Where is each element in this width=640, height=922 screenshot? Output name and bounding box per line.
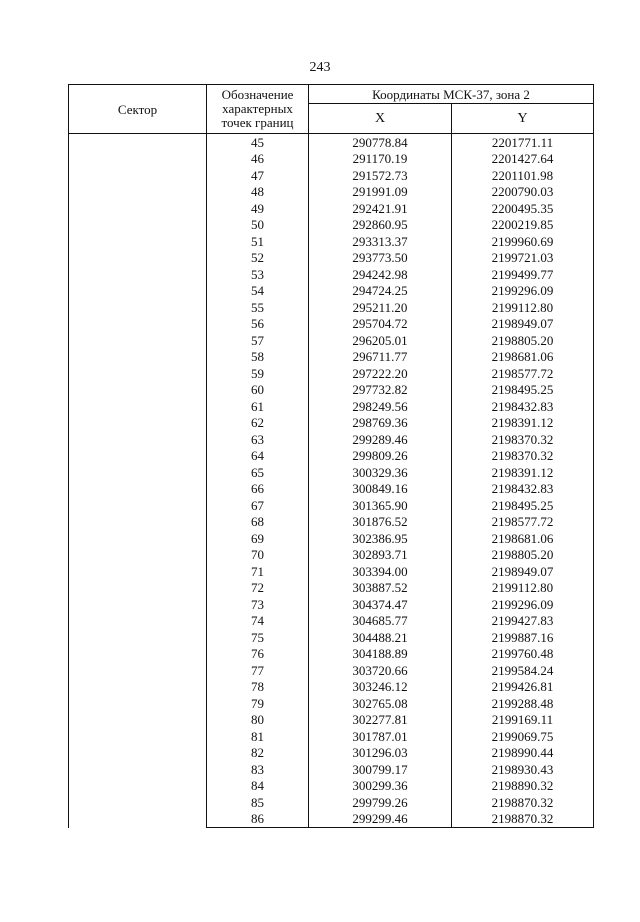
coordinates-table (68, 84, 594, 828)
point-cell: 53 (207, 266, 309, 283)
y-cell: 2198370.32 (452, 431, 594, 448)
point-cell: 69 (207, 530, 309, 547)
y-cell: 2201101.98 (452, 167, 594, 184)
x-cell: 302765.08 (309, 695, 452, 712)
point-cell: 66 (207, 481, 309, 498)
x-cell: 294242.98 (309, 266, 452, 283)
x-cell: 297732.82 (309, 382, 452, 399)
x-cell: 296205.01 (309, 332, 452, 349)
y-cell: 2198805.20 (452, 332, 594, 349)
x-cell: 299289.46 (309, 431, 452, 448)
x-cell: 291170.19 (309, 151, 452, 168)
x-cell: 304188.89 (309, 646, 452, 663)
y-cell: 2198990.44 (452, 745, 594, 762)
point-cell: 71 (207, 563, 309, 580)
point-cell: 68 (207, 514, 309, 531)
y-cell: 2198890.32 (452, 778, 594, 795)
x-cell: 301787.01 (309, 728, 452, 745)
point-cell: 85 (207, 794, 309, 811)
y-cell: 2199499.77 (452, 266, 594, 283)
y-cell: 2198870.32 (452, 811, 594, 828)
point-cell: 64 (207, 448, 309, 465)
y-cell: 2199112.80 (452, 580, 594, 597)
x-cell: 303887.52 (309, 580, 452, 597)
x-cell: 299299.46 (309, 811, 452, 828)
y-cell: 2199069.75 (452, 728, 594, 745)
x-cell: 295211.20 (309, 299, 452, 316)
point-cell: 51 (207, 233, 309, 250)
x-cell: 296711.77 (309, 349, 452, 366)
y-cell: 2199296.09 (452, 596, 594, 613)
x-cell: 298249.56 (309, 398, 452, 415)
point-cell: 62 (207, 415, 309, 432)
y-cell: 2198577.72 (452, 365, 594, 382)
x-cell: 299799.26 (309, 794, 452, 811)
y-cell: 2198432.83 (452, 398, 594, 415)
point-cell: 49 (207, 200, 309, 217)
y-cell: 2198370.32 (452, 448, 594, 465)
sector-cell (69, 134, 207, 828)
y-cell: 2199296.09 (452, 283, 594, 300)
x-cell: 294724.25 (309, 283, 452, 300)
header-y: Y (452, 104, 594, 134)
point-cell: 63 (207, 431, 309, 448)
point-cell: 59 (207, 365, 309, 382)
header-sector: Сектор (69, 85, 207, 134)
y-cell: 2199427.83 (452, 613, 594, 630)
x-cell: 304374.47 (309, 596, 452, 613)
y-cell: 2198805.20 (452, 547, 594, 564)
x-cell: 295704.72 (309, 316, 452, 333)
y-cell: 2199426.81 (452, 679, 594, 696)
x-cell: 301296.03 (309, 745, 452, 762)
point-cell: 61 (207, 398, 309, 415)
y-cell: 2198391.12 (452, 464, 594, 481)
table-row (69, 134, 594, 151)
x-cell: 302386.95 (309, 530, 452, 547)
y-cell: 2198577.72 (452, 514, 594, 531)
point-cell: 60 (207, 382, 309, 399)
y-cell: 2199288.48 (452, 695, 594, 712)
header-point-designation: Обозначение характерных точек границ (207, 85, 309, 134)
y-cell: 2198432.83 (452, 481, 594, 498)
x-cell: 290778.84 (309, 134, 452, 151)
x-cell: 300849.16 (309, 481, 452, 498)
x-cell: 292860.95 (309, 217, 452, 234)
point-cell: 73 (207, 596, 309, 613)
point-cell: 84 (207, 778, 309, 795)
y-cell: 2201771.11 (452, 134, 594, 151)
x-cell: 304685.77 (309, 613, 452, 630)
point-cell: 75 (207, 629, 309, 646)
point-cell: 74 (207, 613, 309, 630)
point-cell: 86 (207, 811, 309, 828)
y-cell: 2198495.25 (452, 497, 594, 514)
y-cell: 2200219.85 (452, 217, 594, 234)
y-cell: 2199112.80 (452, 299, 594, 316)
y-cell: 2198949.07 (452, 563, 594, 580)
y-cell: 2199887.16 (452, 629, 594, 646)
point-cell: 55 (207, 299, 309, 316)
x-cell: 302277.81 (309, 712, 452, 729)
y-cell: 2198681.06 (452, 349, 594, 366)
point-cell: 48 (207, 184, 309, 201)
point-cell: 57 (207, 332, 309, 349)
point-cell: 77 (207, 662, 309, 679)
y-cell: 2200495.35 (452, 200, 594, 217)
x-cell: 301876.52 (309, 514, 452, 531)
x-cell: 300329.36 (309, 464, 452, 481)
x-cell: 303246.12 (309, 679, 452, 696)
point-cell: 65 (207, 464, 309, 481)
point-cell: 46 (207, 151, 309, 168)
point-cell: 56 (207, 316, 309, 333)
x-cell: 303394.00 (309, 563, 452, 580)
x-cell: 299809.26 (309, 448, 452, 465)
x-cell: 291572.73 (309, 167, 452, 184)
x-cell: 292421.91 (309, 200, 452, 217)
point-cell: 54 (207, 283, 309, 300)
x-cell: 298769.36 (309, 415, 452, 432)
y-cell: 2199960.69 (452, 233, 594, 250)
point-cell: 45 (207, 134, 309, 151)
point-cell: 72 (207, 580, 309, 597)
point-cell: 81 (207, 728, 309, 745)
x-cell: 300799.17 (309, 761, 452, 778)
x-cell: 301365.90 (309, 497, 452, 514)
point-cell: 70 (207, 547, 309, 564)
header-coordinates-group: Координаты МСК-37, зона 2 (309, 85, 594, 104)
y-cell: 2198930.43 (452, 761, 594, 778)
point-cell: 58 (207, 349, 309, 366)
point-cell: 80 (207, 712, 309, 729)
point-cell: 83 (207, 761, 309, 778)
y-cell: 2198949.07 (452, 316, 594, 333)
y-cell: 2199169.11 (452, 712, 594, 729)
x-cell: 303720.66 (309, 662, 452, 679)
point-cell: 78 (207, 679, 309, 696)
point-cell: 52 (207, 250, 309, 267)
x-cell: 291991.09 (309, 184, 452, 201)
point-cell: 82 (207, 745, 309, 762)
y-cell: 2199721.03 (452, 250, 594, 267)
point-cell: 50 (207, 217, 309, 234)
x-cell: 300299.36 (309, 778, 452, 795)
y-cell: 2199760.48 (452, 646, 594, 663)
y-cell: 2200790.03 (452, 184, 594, 201)
point-cell: 79 (207, 695, 309, 712)
y-cell: 2198870.32 (452, 794, 594, 811)
page-number: 243 (309, 60, 331, 75)
point-cell: 47 (207, 167, 309, 184)
x-cell: 297222.20 (309, 365, 452, 382)
y-cell: 2198391.12 (452, 415, 594, 432)
y-cell: 2198681.06 (452, 530, 594, 547)
x-cell: 302893.71 (309, 547, 452, 564)
x-cell: 304488.21 (309, 629, 452, 646)
x-cell: 293773.50 (309, 250, 452, 267)
header-x: X (309, 104, 452, 134)
point-cell: 76 (207, 646, 309, 663)
y-cell: 2199584.24 (452, 662, 594, 679)
y-cell: 2198495.25 (452, 382, 594, 399)
y-cell: 2201427.64 (452, 151, 594, 168)
x-cell: 293313.37 (309, 233, 452, 250)
point-cell: 67 (207, 497, 309, 514)
